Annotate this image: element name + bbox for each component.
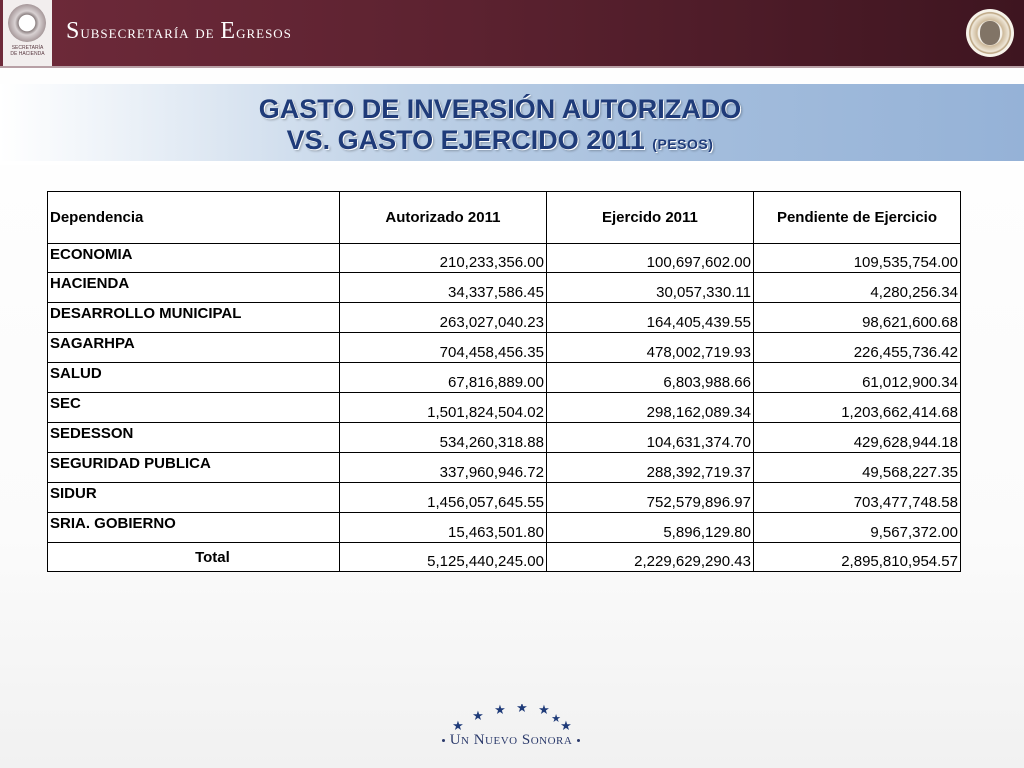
table-row (48, 513, 961, 543)
row-dependencia: SEC (48, 393, 340, 423)
row-ejercido: 100,697,602.00 (546, 244, 753, 273)
row-autorizado: 67,816,889.00 (339, 363, 546, 393)
table-row (48, 483, 961, 513)
total-pendiente: 2,895,810,954.57 (753, 543, 960, 572)
header-title-initial-2: E (220, 18, 237, 44)
seal-icon (8, 4, 46, 42)
star-icon: ★ (494, 704, 506, 717)
budget-table (47, 191, 961, 572)
header-pendiente: Pendiente de Ejercicio (753, 192, 960, 244)
row-pendiente: 226,455,736.42 (753, 333, 960, 363)
commemorative-seal-icon (966, 9, 1014, 57)
star-icon: ★ (551, 713, 561, 725)
total-ejercido: 2,229,629,290.43 (546, 543, 753, 572)
dot-icon (577, 739, 580, 742)
table-header-row (48, 192, 961, 244)
slide-title-units: (PESOS) (652, 136, 714, 152)
row-dependencia: SRIA. GOBIERNO (48, 513, 340, 543)
logo-caption-line1: SECRETARÍA (11, 45, 44, 51)
table-row (48, 244, 961, 273)
slide-title-line2-text: VS. GASTO EJERCIDO 2011 (286, 125, 645, 155)
stars-arc-icon (436, 704, 586, 734)
row-dependencia: SEDESSON (48, 423, 340, 453)
row-autorizado: 1,501,824,504.02 (339, 393, 546, 423)
slide-title (0, 94, 1000, 160)
header-title-part-2: gresos (236, 22, 292, 43)
slide-title-line2 (0, 125, 1000, 160)
star-icon: ★ (560, 718, 572, 733)
table-row (48, 453, 961, 483)
table-row (48, 333, 961, 363)
star-icon: ★ (472, 708, 484, 723)
row-dependencia: SALUD (48, 363, 340, 393)
header-title-initial-1: S (66, 18, 81, 44)
row-ejercido: 478,002,719.93 (546, 333, 753, 363)
row-dependencia: SIDUR (48, 483, 340, 513)
row-autorizado: 534,260,318.88 (339, 423, 546, 453)
footer-tagline: Un Nuevo Sonora (449, 732, 573, 748)
row-pendiente: 429,628,944.18 (753, 423, 960, 453)
row-ejercido: 5,896,129.80 (546, 513, 753, 543)
header-title-part-1: ubsecretaría de (80, 22, 221, 43)
header-autorizado: Autorizado 2011 (339, 192, 546, 244)
logo-caption (3, 45, 52, 57)
row-ejercido: 298,162,089.34 (546, 393, 753, 423)
star-icon: ★ (538, 704, 550, 717)
row-dependencia: SAGARHPA (48, 333, 340, 363)
logo-caption-line2: DE HACIENDA (10, 51, 45, 57)
row-pendiente: 49,568,227.35 (753, 453, 960, 483)
header-divider (0, 66, 1024, 68)
total-autorizado: 5,125,440,245.00 (339, 543, 546, 572)
total-row (48, 543, 961, 572)
row-autorizado: 263,027,040.23 (339, 303, 546, 333)
star-icon: ★ (516, 704, 528, 715)
row-pendiente: 4,280,256.34 (753, 273, 960, 303)
header-dependencia: Dependencia (48, 192, 340, 244)
row-autorizado: 210,233,356.00 (339, 244, 546, 273)
row-ejercido: 164,405,439.55 (546, 303, 753, 333)
row-dependencia: ECONOMIA (48, 244, 340, 273)
table-row (48, 303, 961, 333)
slide-title-line1: GASTO DE INVERSIÓN AUTORIZADO (258, 94, 742, 124)
portrait-icon (980, 21, 1000, 45)
row-pendiente: 98,621,600.68 (753, 303, 960, 333)
row-autorizado: 34,337,586.45 (339, 273, 546, 303)
row-ejercido: 104,631,374.70 (546, 423, 753, 453)
budget-table-container (47, 191, 961, 572)
header-ejercido: Ejercido 2011 (546, 192, 753, 244)
hacienda-logo (3, 0, 52, 66)
header-bar (0, 0, 1024, 66)
un-nuevo-sonora-logo (436, 704, 586, 754)
row-dependencia: HACIENDA (48, 273, 340, 303)
row-pendiente: 9,567,372.00 (753, 513, 960, 543)
row-ejercido: 288,392,719.37 (546, 453, 753, 483)
table-row (48, 363, 961, 393)
table-row (48, 423, 961, 453)
row-autorizado: 337,960,946.72 (339, 453, 546, 483)
row-pendiente: 61,012,900.34 (753, 363, 960, 393)
table-row (48, 273, 961, 303)
row-autorizado: 704,458,456.35 (339, 333, 546, 363)
title-band-divider (0, 161, 1024, 165)
row-pendiente: 109,535,754.00 (753, 244, 960, 273)
row-autorizado: 1,456,057,645.55 (339, 483, 546, 513)
row-autorizado: 15,463,501.80 (339, 513, 546, 543)
row-ejercido: 30,057,330.11 (546, 273, 753, 303)
table-row (48, 393, 961, 423)
row-pendiente: 703,477,748.58 (753, 483, 960, 513)
row-dependencia: DESARROLLO MUNICIPAL (48, 303, 340, 333)
total-label: Total (48, 543, 340, 572)
header-title (66, 18, 292, 45)
star-icon: ★ (452, 718, 464, 733)
row-ejercido: 752,579,896.97 (546, 483, 753, 513)
row-ejercido: 6,803,988.66 (546, 363, 753, 393)
row-dependencia: SEGURIDAD PUBLICA (48, 453, 340, 483)
row-pendiente: 1,203,662,414.68 (753, 393, 960, 423)
